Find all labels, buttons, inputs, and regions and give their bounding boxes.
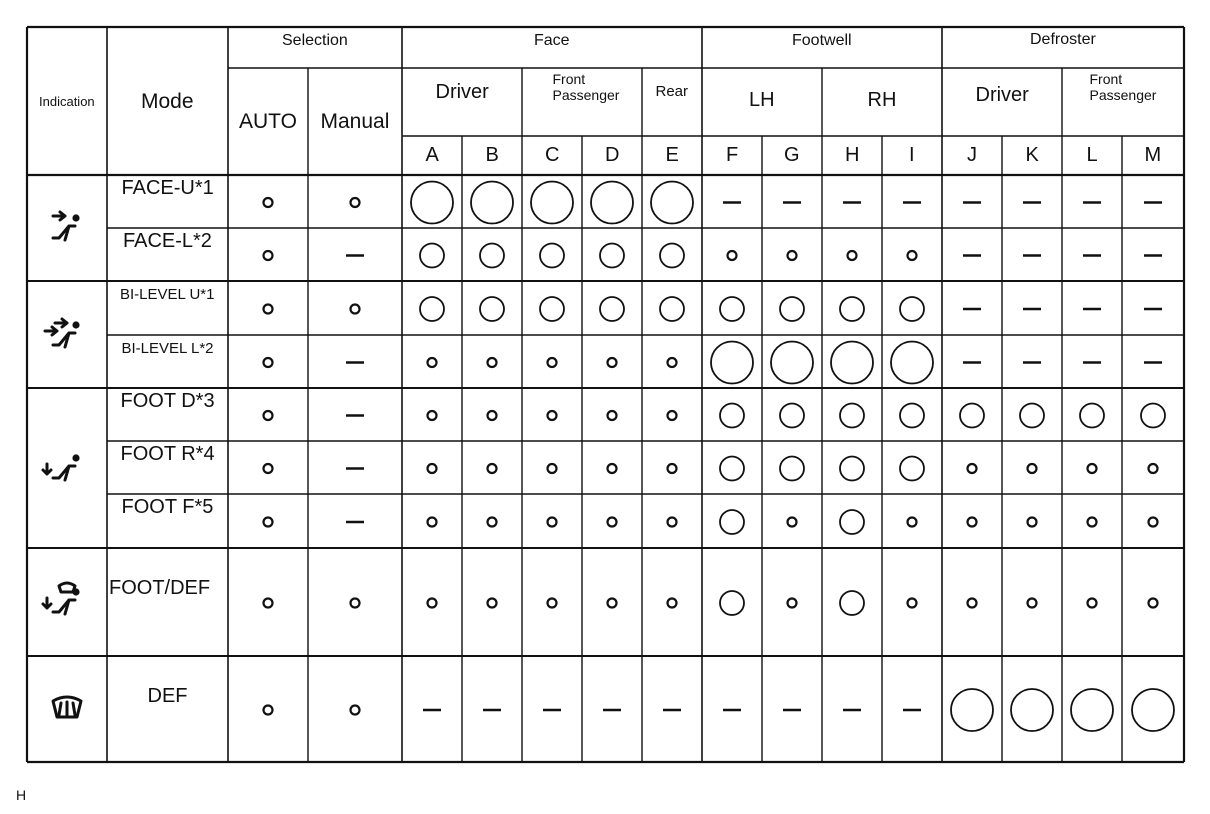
foot-mode-icon <box>43 454 80 480</box>
mode-label-row-8: FOOT/DEF <box>109 577 211 599</box>
manual-row-1-circle <box>351 198 360 207</box>
outlet-d-row-4-circle <box>608 358 617 367</box>
outlet-i-row-5-circle <box>900 404 924 428</box>
auto-row-4-circle <box>264 358 273 367</box>
outlet-i-row-8-circle <box>908 599 917 608</box>
column-letter-a: A <box>425 144 439 166</box>
outlet-g-row-3-circle <box>780 297 804 321</box>
selection-header: Selection <box>282 32 348 49</box>
mode-label-row-1: FACE-U*1 <box>121 177 214 199</box>
outlet-a-row-3-circle <box>420 297 444 321</box>
mode-label-row-7: FOOT F*5 <box>121 496 214 518</box>
outlet-i-row-2-circle <box>908 251 917 260</box>
column-letter-g: G <box>784 144 800 166</box>
mode-label-row-9: DEF <box>147 685 188 707</box>
def-mode-icon <box>53 697 81 717</box>
column-letter-b: B <box>485 144 499 166</box>
auto-row-2-circle <box>264 251 273 260</box>
manual-row-8-circle <box>351 599 360 608</box>
outlet-a-row-8-circle <box>428 599 437 608</box>
face-front-passenger-header: Front Passenger <box>552 71 620 103</box>
outlet-k-row-6-circle <box>1028 464 1037 473</box>
outlet-c-row-3-circle <box>540 297 564 321</box>
outlet-c-row-6-circle <box>548 464 557 473</box>
outlet-d-row-5-circle <box>608 411 617 420</box>
outlet-m-row-5-circle <box>1141 404 1165 428</box>
outlet-g-row-4-circle <box>771 342 813 384</box>
outlet-f-row-7-circle <box>720 510 744 534</box>
outlet-e-row-3-circle <box>660 297 684 321</box>
outlet-g-row-6-circle <box>780 457 804 481</box>
outlet-h-row-7-circle <box>840 510 864 534</box>
mode-header: Mode <box>141 89 194 113</box>
outlet-c-row-1-circle <box>531 182 573 224</box>
outlet-f-row-5-circle <box>720 404 744 428</box>
outlet-a-row-6-circle <box>428 464 437 473</box>
outlet-b-row-2-circle <box>480 244 504 268</box>
mode-label-row-5: FOOT D*3 <box>120 390 215 412</box>
outlet-e-row-6-circle <box>668 464 677 473</box>
outlet-a-row-5-circle <box>428 411 437 420</box>
column-letter-e: E <box>665 144 679 166</box>
face-header: Face <box>534 32 570 49</box>
outlet-j-row-6-circle <box>968 464 977 473</box>
outlet-e-row-1-circle <box>651 182 693 224</box>
outlet-f-row-6-circle <box>720 457 744 481</box>
column-letter-m: M <box>1144 144 1162 166</box>
outlet-f-row-8-circle <box>720 591 744 615</box>
auto-row-7-circle <box>264 518 273 527</box>
outlet-d-row-6-circle <box>608 464 617 473</box>
outlet-d-row-7-circle <box>608 518 617 527</box>
mode-label-row-2: FACE-L*2 <box>123 230 212 252</box>
outlet-c-row-2-circle <box>540 244 564 268</box>
defroster-driver-header: Driver <box>975 84 1029 106</box>
outlet-m-row-8-circle <box>1149 599 1158 608</box>
column-letter-i: I <box>909 144 915 166</box>
outlet-b-row-7-circle <box>488 518 497 527</box>
defroster-front-passenger-header: Front Passenger <box>1089 71 1157 103</box>
auto-header: AUTO <box>239 109 297 133</box>
defroster-header: Defroster <box>1030 31 1096 48</box>
column-letter-d: D <box>605 144 620 166</box>
outlet-a-row-2-circle <box>420 244 444 268</box>
outlet-l-row-9-circle <box>1071 689 1113 731</box>
airflow-marks <box>264 182 1175 732</box>
outlet-c-row-8-circle <box>548 599 557 608</box>
outlet-e-row-5-circle <box>668 411 677 420</box>
outlet-d-row-8-circle <box>608 599 617 608</box>
outlet-m-row-7-circle <box>1149 518 1158 527</box>
outlet-l-row-8-circle <box>1088 599 1097 608</box>
outlet-b-row-6-circle <box>488 464 497 473</box>
outlet-b-row-4-circle <box>488 358 497 367</box>
column-letter-f: F <box>726 144 739 166</box>
auto-row-6-circle <box>264 464 273 473</box>
outlet-c-row-4-circle <box>548 358 557 367</box>
auto-row-5-circle <box>264 411 273 420</box>
outlet-b-row-1-circle <box>471 182 513 224</box>
outlet-j-row-8-circle <box>968 599 977 608</box>
outlet-g-row-5-circle <box>780 404 804 428</box>
column-letter-j: J <box>967 144 977 166</box>
figure-id-label: H <box>16 787 27 803</box>
outlet-b-row-3-circle <box>480 297 504 321</box>
manual-row-9-circle <box>351 706 360 715</box>
outlet-c-row-5-circle <box>548 411 557 420</box>
outlet-k-row-8-circle <box>1028 599 1037 608</box>
outlet-j-row-5-circle <box>960 404 984 428</box>
auto-row-9-circle <box>264 706 273 715</box>
outlet-d-row-1-circle <box>591 182 633 224</box>
outlet-i-row-7-circle <box>908 518 917 527</box>
manual-header: Manual <box>320 109 390 133</box>
outlet-h-row-4-circle <box>831 342 873 384</box>
mode-label-row-4: BI-LEVEL L*2 <box>121 339 214 357</box>
footwell-rh-header: RH <box>867 89 897 111</box>
outlet-k-row-9-circle <box>1011 689 1053 731</box>
foot-def-mode-icon <box>43 583 80 614</box>
outlet-k-row-5-circle <box>1020 404 1044 428</box>
outlet-i-row-6-circle <box>900 457 924 481</box>
outlet-l-row-6-circle <box>1088 464 1097 473</box>
footwell-lh-header: LH <box>749 89 775 111</box>
outlet-l-row-5-circle <box>1080 404 1104 428</box>
indication-header: Indication <box>39 93 95 109</box>
outlet-a-row-1-circle <box>411 182 453 224</box>
outlet-a-row-4-circle <box>428 358 437 367</box>
outlet-h-row-3-circle <box>840 297 864 321</box>
column-letter-c: C <box>545 144 560 166</box>
column-letter-k: K <box>1025 144 1039 166</box>
outlet-f-row-4-circle <box>711 342 753 384</box>
outlet-k-row-7-circle <box>1028 518 1037 527</box>
face-mode-icon <box>53 212 80 240</box>
outlet-d-row-3-circle <box>600 297 624 321</box>
mode-label-row-6: FOOT R*4 <box>120 443 215 465</box>
manual-row-3-circle <box>351 305 360 314</box>
outlet-g-row-7-circle <box>788 518 797 527</box>
outlet-e-row-8-circle <box>668 599 677 608</box>
outlet-m-row-6-circle <box>1149 464 1158 473</box>
bi-level-mode-icon <box>45 319 80 347</box>
auto-row-8-circle <box>264 599 273 608</box>
outlet-c-row-7-circle <box>548 518 557 527</box>
column-letter-h: H <box>845 144 860 166</box>
outlet-e-row-2-circle <box>660 244 684 268</box>
outlet-j-row-7-circle <box>968 518 977 527</box>
outlet-e-row-4-circle <box>668 358 677 367</box>
face-rear-header: Rear <box>655 82 689 100</box>
footwell-header: Footwell <box>792 32 852 49</box>
column-letter-l: L <box>1086 144 1098 166</box>
outlet-j-row-9-circle <box>951 689 993 731</box>
outlet-h-row-8-circle <box>840 591 864 615</box>
outlet-i-row-3-circle <box>900 297 924 321</box>
outlet-m-row-9-circle <box>1132 689 1174 731</box>
outlet-b-row-5-circle <box>488 411 497 420</box>
outlet-h-row-6-circle <box>840 457 864 481</box>
outlet-h-row-2-circle <box>848 251 857 260</box>
outlet-b-row-8-circle <box>488 599 497 608</box>
outlet-g-row-2-circle <box>788 251 797 260</box>
outlet-d-row-2-circle <box>600 244 624 268</box>
outlet-e-row-7-circle <box>668 518 677 527</box>
outlet-l-row-7-circle <box>1088 518 1097 527</box>
outlet-i-row-4-circle <box>891 342 933 384</box>
outlet-f-row-2-circle <box>728 251 737 260</box>
outlet-g-row-8-circle <box>788 599 797 608</box>
mode-label-row-3: BI-LEVEL U*1 <box>120 285 215 303</box>
auto-row-1-circle <box>264 198 273 207</box>
outlet-f-row-3-circle <box>720 297 744 321</box>
auto-row-3-circle <box>264 305 273 314</box>
outlet-h-row-5-circle <box>840 404 864 428</box>
outlet-a-row-7-circle <box>428 518 437 527</box>
face-driver-header: Driver <box>435 81 489 103</box>
